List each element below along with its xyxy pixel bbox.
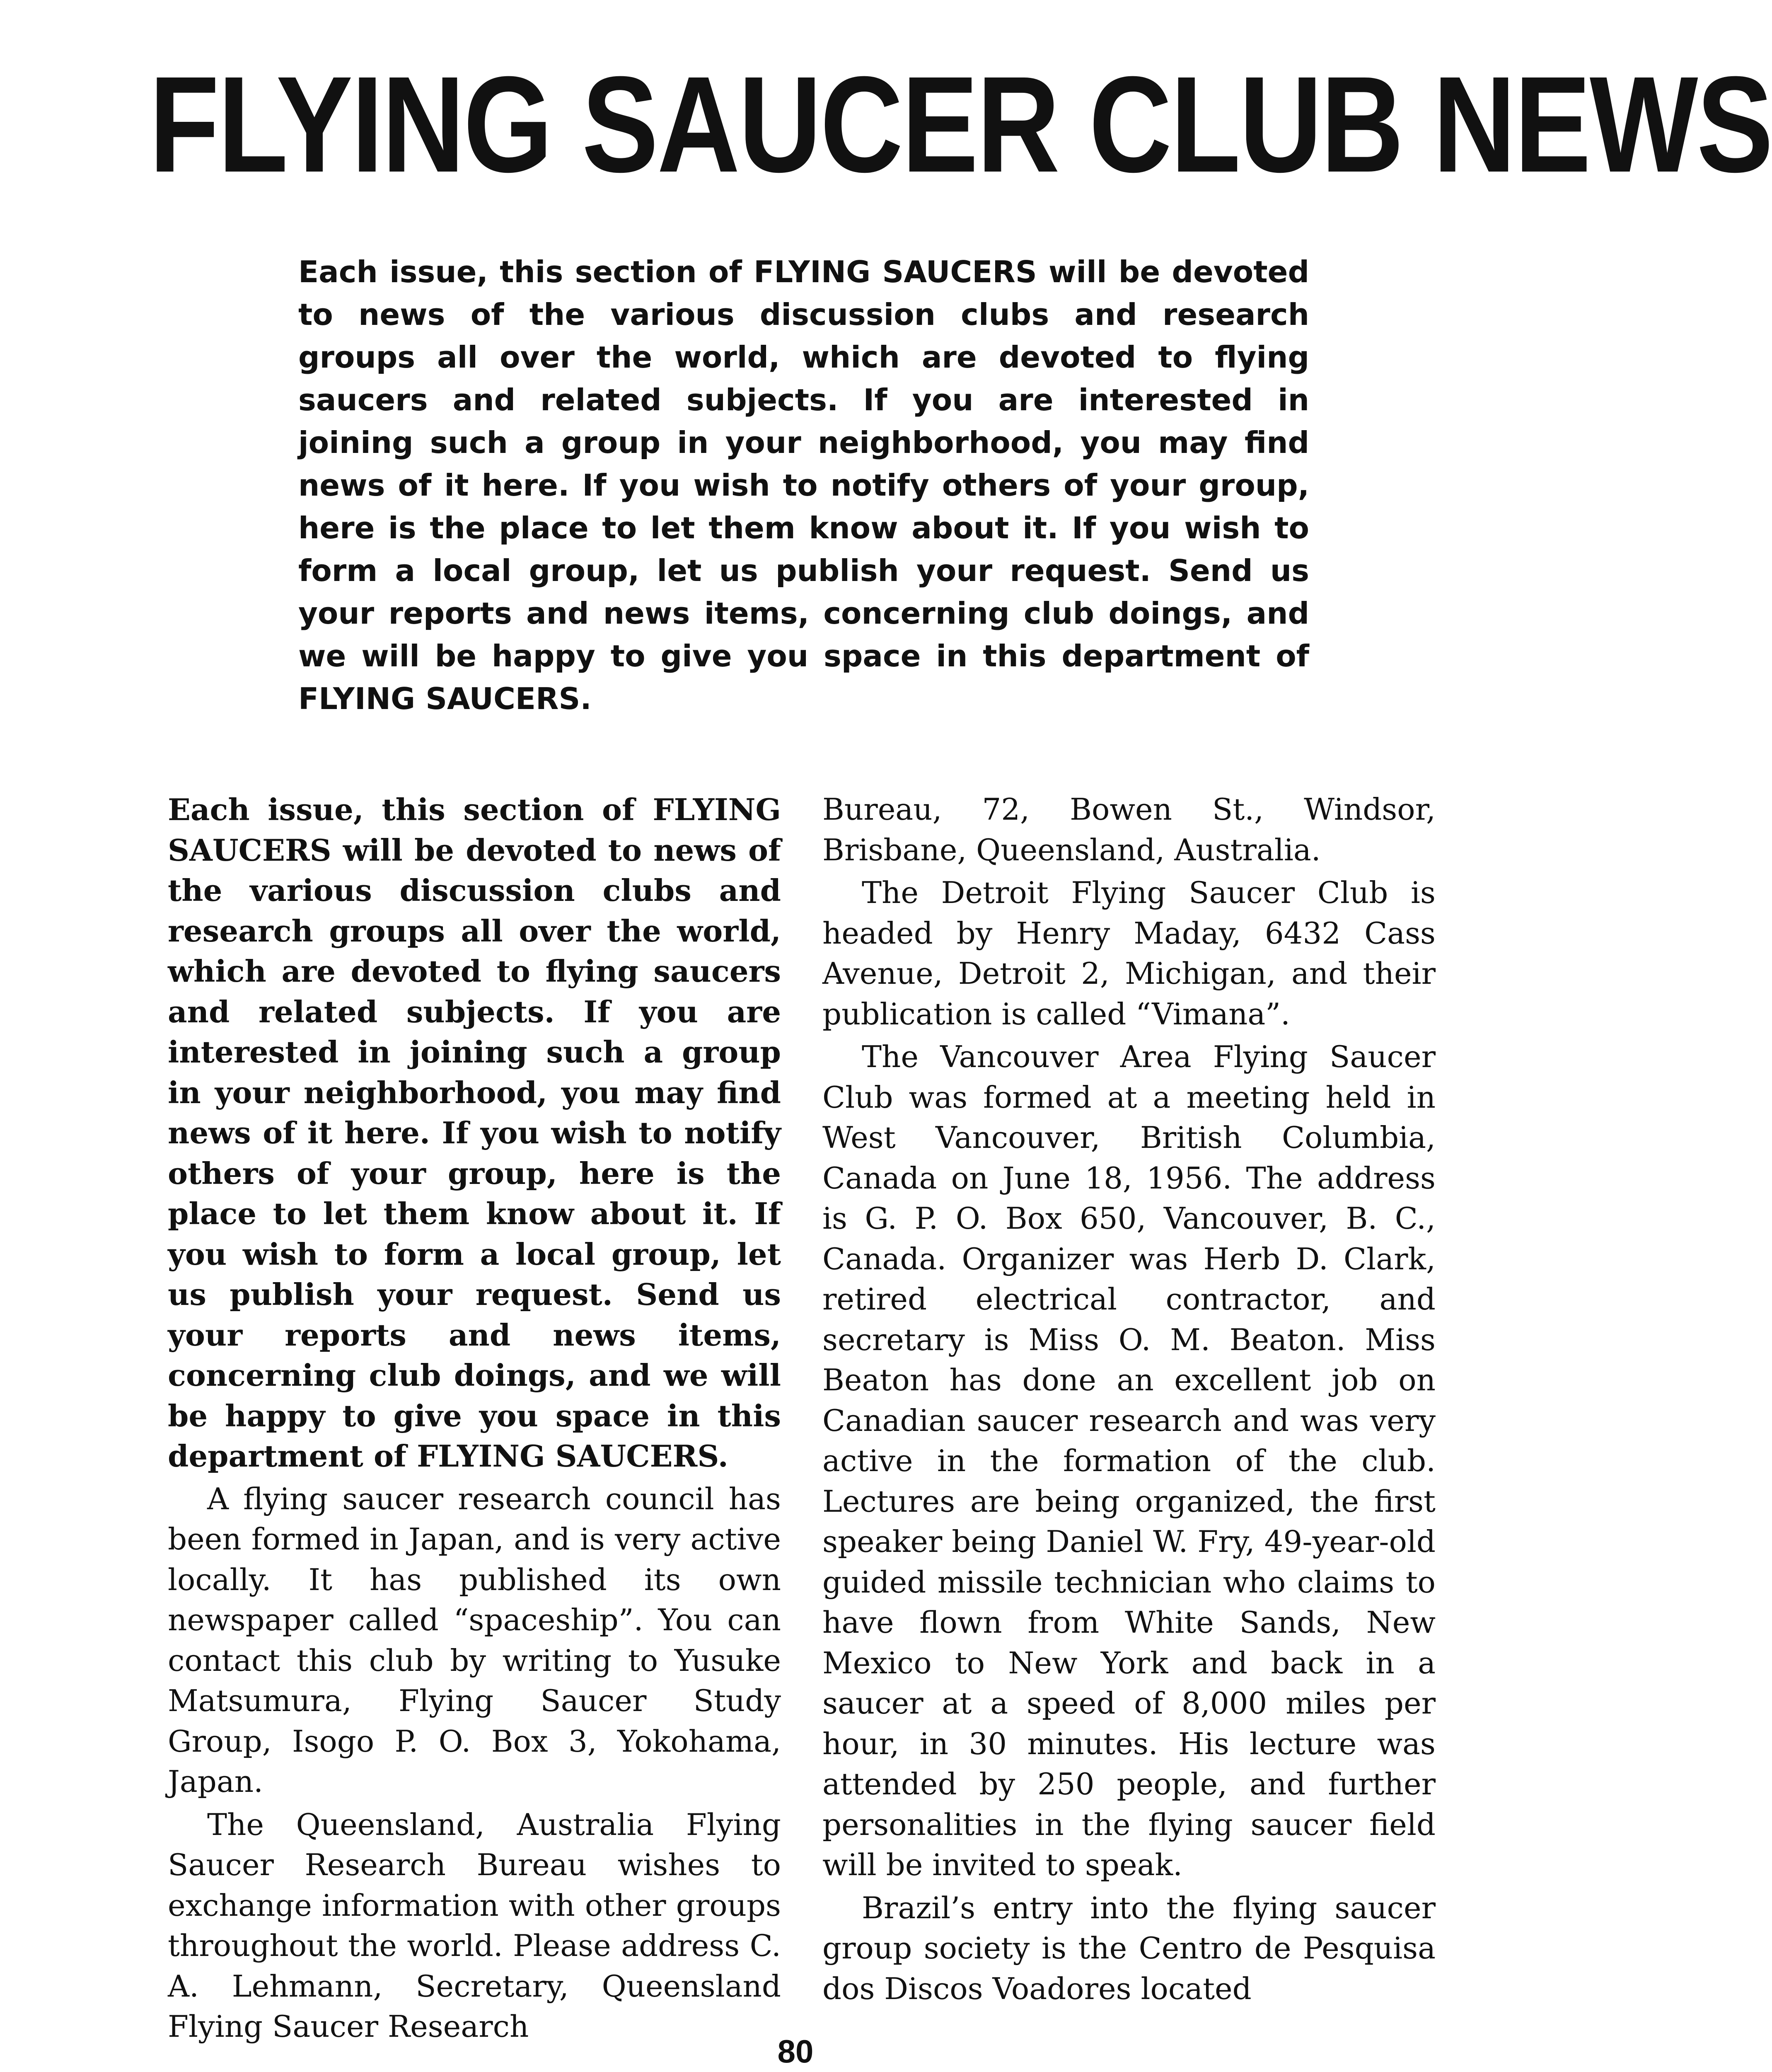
left-paragraph-1: Each issue, this section of FLYING SAUCERS will be devoted to news of the various discussion clubs and research groups all over the world, which are devoted to flying saucers and related subjects. If you are interested in joining such a group in your neighborhood, you may find news of it here. If you wish to notify others of your group, here is the place to let them know about it. If you wish to form a local group, let us publish your request. Send us your reports and news items, concerning club doings, and we will be happy to give you space in this department of FLYING SAUCERS. (168, 792, 781, 1474)
left-paragraph-3: The Queensland, Australia Flying Saucer Research Bureau wishes to exchange information with other groups throughout the world. Please address C. A. Lehmann, Secretary, Queensland Flying Saucer Research (168, 1807, 781, 2044)
right-paragraph-4: Brazil’s entry into the flying saucer group society is the Centro de Pesquisa dos Discos Voadores located (822, 1890, 1436, 2006)
right-paragraph-1: Bureau, 72, Bowen St., Windsor, Brisbane, Queensland, Australia. (822, 792, 1436, 867)
left-paragraph-2: A flying saucer research council has been formed in Japan, and is very active locally. It has published its own newspaper called “spaceship”. You can contact this club by writing to Yusuke Matsumura, Flying Saucer Study Group, Isogo P. O. Box 3, Yokohama, Japan. (168, 1481, 781, 1799)
intro-paragraph: Each issue, this section of FLYING SAUCERS will be devoted to news of the various discussion clubs and research groups all over the world, which are devoted to flying saucers and related subjects. If you are interested in joining such a group in your neighborhood, you may find news of it here. If you wish to notify others of your group, here is the place to let them know about it. If you wish to form a local group, let us publish your request. Send us your reports and news items, concerning club doings, and we will be happy to give you space in this department of FLYING SAUCERS. (298, 254, 1309, 716)
page-title: FLYING SAUCER CLUB NEWS (149, 48, 1772, 201)
right-paragraph-3: The Vancouver Area Flying Saucer Club was formed at a meeting held in West Vancouver, British Columbia, Canada on June 18, 1956. The address is G. P. O. Box 650, Vancouver, B. C., Canada. Organizer was Herb D. Clark, retired electrical contractor, and secretary is Miss O. M. Beaton. Miss Beaton has done an excellent job on Canadian saucer research and was very active in the formation of the club. Lectures are being organized, the first speaker being Daniel W. Fry, 49-year-old guided missile technician who claims to have flown from White Sands, New Mexico to New York and back in a saucer at a speed of 8,000 miles per hour, in 30 minutes. His lecture was attended by 250 people, and further personalities in the flying saucer field will be invited to speak. (822, 1039, 1436, 1882)
left-column (168, 789, 781, 2047)
page-number: 80 (777, 2033, 814, 2070)
right-column (822, 789, 1436, 2009)
right-paragraph-2: The Detroit Flying Saucer Club is headed by Henry Maday, 6432 Cass Avenue, Detroit 2, Michigan, and their publication is called “Vimana”. (822, 875, 1436, 1031)
